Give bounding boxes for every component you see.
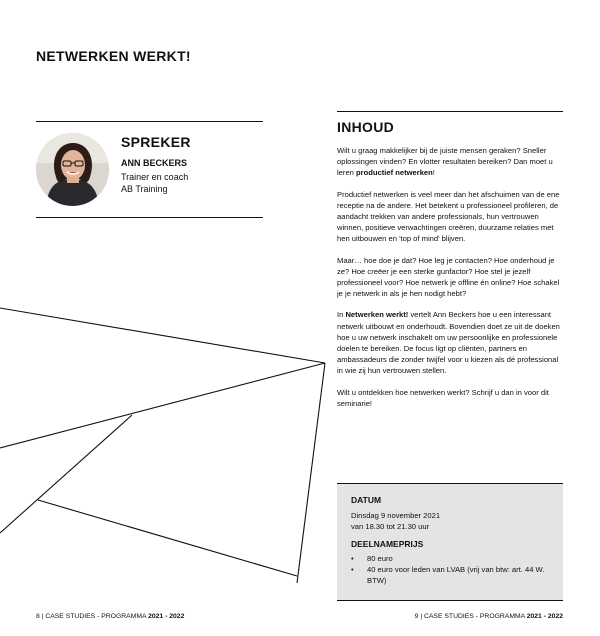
speaker-name: ANN BECKERS (121, 158, 188, 168)
footer-series: CASE STUDIES - PROGRAMMA (45, 613, 147, 620)
speaker-heading: SPREKER (121, 134, 191, 150)
footer-left: 8 | CASE STUDIES - PROGRAMMA 2021 - 2022 (36, 613, 185, 620)
event-time: van 18.30 tot 21.30 uur (351, 522, 430, 531)
event-date: Dinsdag 9 november 2021 (351, 511, 441, 520)
page-number: 8 (36, 613, 40, 620)
paragraph-emphasis: productief netwerken (356, 168, 433, 178)
footer-right: 9 | CASE STUDIES - PROGRAMMA 2021 - 2022 (414, 613, 563, 620)
page-number: 9 (414, 613, 419, 620)
paragraph-text: Wilt u graag makkelijker bij de juiste mensen geraken? Sneller oplossingen vinden? En vlotter resultaten bereiken? Dan moet u leren (337, 146, 553, 178)
price-list (351, 553, 561, 586)
date-heading: DATUM (351, 495, 382, 505)
divider (36, 217, 263, 218)
footer-years: 2021 - 2022 (526, 613, 563, 620)
price-heading: DEELNAMEPRIJS (351, 539, 424, 549)
paragraph-text: In (337, 310, 346, 320)
paragraph-text: vertelt Ann Beckers hoe u een interessant netwerk uitbouwt en onderhoudt. Bovendien doet ze uit de doeken hoe u uw netwerk inschakelt om uw persoonlijke en professionele doelen te bereiken. De focus ligt op cliënten, partners en ambassadeurs die zonder twijfel voor u kiezen als dé professional in wie zij hun vertrouwen stellen. (337, 310, 560, 376)
content-body (337, 145, 565, 419)
paragraph: Maar… hoe doe je dat? Hoe leg je contacten? Hoe onderhoud je ze? Hoe creëer je een sterke gunfactor? Hoe stel je jezelf professioneel voor? Hoe netwerk je offline én online? Hoe schakel je je netwerk in als je hen nodigt hebt? (337, 255, 560, 299)
paragraph (337, 309, 565, 376)
paragraph: Productief netwerken is veel meer dan het afschuimen van de ene receptie na de andere. Het betekent u professioneel profileren, de aandacht trekken van andere professionals, hun vertrouwen winnen, positieve verwachtingen creëren, duurzame relaties met hen uitbouwen en 'top of mind' blijven. (337, 189, 560, 244)
paragraph-emphasis: Netwerken werkt! (345, 310, 409, 320)
footer-series: CASE STUDIES - PROGRAMMA (423, 613, 525, 620)
speaker-avatar (36, 133, 109, 206)
speaker-photo (36, 133, 109, 206)
page-title: NETWERKEN WERKT! (36, 48, 191, 64)
content-heading: INHOUD (337, 119, 395, 135)
footer-years: 2021 - 2022 (148, 613, 185, 620)
price-item: • 40 euro voor leden van LVAB (vrij van btw: art. 44 W. BTW) (351, 564, 561, 586)
speaker-company: AB Training (121, 184, 168, 194)
speaker-role: Trainer en coach (121, 172, 189, 182)
divider (337, 111, 563, 112)
event-info-box (337, 483, 563, 601)
paragraph (337, 145, 565, 179)
price-item: • 80 euro (351, 553, 561, 564)
paragraph: Wilt u ontdekken hoe netwerken werkt? Schrijf u dan in voor dit seminarie! (337, 387, 549, 408)
paragraph-text: ! (432, 168, 435, 178)
divider (36, 121, 263, 122)
